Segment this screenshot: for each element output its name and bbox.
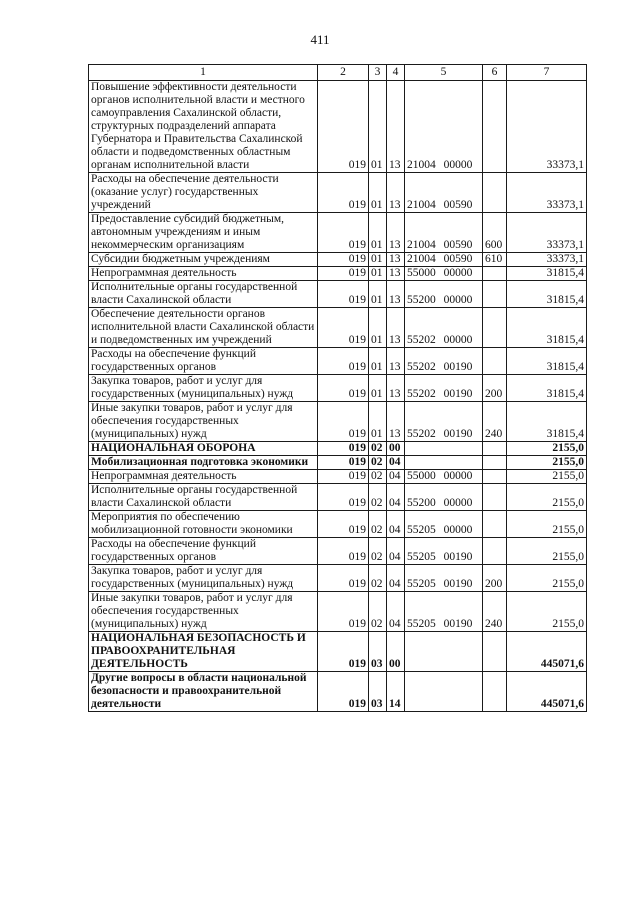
row-code-cell: 019 <box>318 456 369 470</box>
row-name-cell: Обеспечение деятельности органов исполнительной власти Сахалинской области и подведомственных им учреждений <box>89 308 318 348</box>
table-row <box>89 511 587 538</box>
row-code-cell: 019 <box>318 484 369 511</box>
row-expense-type-cell <box>483 442 507 456</box>
row-section-cell: 02 <box>369 511 387 538</box>
row-amount-cell: 2155,0 <box>507 592 587 632</box>
row-target-article-cell <box>405 632 483 672</box>
row-name-cell: Мобилизационная подготовка экономики <box>89 456 318 470</box>
row-subsection-cell: 13 <box>387 253 405 267</box>
row-subsection-cell: 04 <box>387 511 405 538</box>
row-target-article-cell: 55202 00190 <box>405 375 483 402</box>
row-section-cell: 02 <box>369 538 387 565</box>
row-code-cell: 019 <box>318 511 369 538</box>
row-name-cell: Расходы на обеспечение функций государственных органов <box>89 538 318 565</box>
row-code-cell: 019 <box>318 672 369 712</box>
row-subsection-cell: 04 <box>387 484 405 511</box>
table-row <box>89 267 587 281</box>
row-target-article-cell: 55200 00000 <box>405 281 483 308</box>
row-amount-cell: 31815,4 <box>507 402 587 442</box>
row-subsection-cell: 04 <box>387 538 405 565</box>
row-amount-cell: 2155,0 <box>507 484 587 511</box>
table-row <box>89 470 587 484</box>
page-number: 411 <box>310 32 330 47</box>
row-amount-cell: 31815,4 <box>507 308 587 348</box>
row-expense-type-cell <box>483 538 507 565</box>
table-row <box>89 375 587 402</box>
row-expense-type-cell: 240 <box>483 402 507 442</box>
row-subsection-cell: 14 <box>387 672 405 712</box>
row-subsection-cell: 13 <box>387 81 405 173</box>
table-row <box>89 173 587 213</box>
row-name-cell: Иные закупки товаров, работ и услуг для обеспечения государственных (муниципальных) нужд <box>89 402 318 442</box>
row-code-cell: 019 <box>318 538 369 565</box>
row-amount-cell: 2155,0 <box>507 511 587 538</box>
row-section-cell: 02 <box>369 565 387 592</box>
row-code-cell: 019 <box>318 592 369 632</box>
row-amount-cell: 31815,4 <box>507 348 587 375</box>
row-expense-type-cell <box>483 281 507 308</box>
row-code-cell: 019 <box>318 348 369 375</box>
row-section-cell: 01 <box>369 281 387 308</box>
row-code-cell: 019 <box>318 470 369 484</box>
row-section-cell: 01 <box>369 402 387 442</box>
budget-table <box>88 64 587 712</box>
row-expense-type-cell <box>483 348 507 375</box>
row-subsection-cell: 13 <box>387 308 405 348</box>
row-target-article-cell <box>405 442 483 456</box>
row-target-article-cell: 21004 00590 <box>405 173 483 213</box>
row-expense-type-cell: 200 <box>483 565 507 592</box>
row-expense-type-cell <box>483 470 507 484</box>
row-target-article-cell: 21004 00590 <box>405 213 483 253</box>
row-subsection-cell: 13 <box>387 348 405 375</box>
row-amount-cell: 2155,0 <box>507 565 587 592</box>
row-amount-cell: 2155,0 <box>507 456 587 470</box>
row-expense-type-cell <box>483 632 507 672</box>
row-target-article-cell: 55000 00000 <box>405 267 483 281</box>
row-target-article-cell: 55202 00190 <box>405 402 483 442</box>
row-target-article-cell: 55202 00000 <box>405 308 483 348</box>
row-code-cell: 019 <box>318 565 369 592</box>
header-cell-3: 3 <box>369 65 387 81</box>
row-name-cell: Повышение эффективности деятельности органов исполнительной власти и местного самоуправления Сахалинской области, структурных подразделений аппарата Губернатора и Правительства Сахалинской области и подведомственных областным органам исполнительной власти <box>89 81 318 173</box>
row-section-cell: 03 <box>369 632 387 672</box>
row-code-cell: 019 <box>318 253 369 267</box>
row-name-cell: Непрограммная деятельность <box>89 267 318 281</box>
row-section-cell: 01 <box>369 213 387 253</box>
row-expense-type-cell <box>483 484 507 511</box>
row-code-cell: 019 <box>318 632 369 672</box>
row-target-article-cell: 55202 00190 <box>405 348 483 375</box>
row-target-article-cell: 55205 00190 <box>405 538 483 565</box>
row-name-cell: Расходы на обеспечение функций государственных органов <box>89 348 318 375</box>
row-subsection-cell: 13 <box>387 375 405 402</box>
row-expense-type-cell <box>483 511 507 538</box>
row-code-cell: 019 <box>318 308 369 348</box>
table-row <box>89 484 587 511</box>
row-target-article-cell: 55200 00000 <box>405 484 483 511</box>
table-row <box>89 442 587 456</box>
row-name-cell: Закупка товаров, работ и услуг для государственных (муниципальных) нужд <box>89 565 318 592</box>
table-row <box>89 253 587 267</box>
row-section-cell: 02 <box>369 442 387 456</box>
row-subsection-cell: 13 <box>387 402 405 442</box>
row-expense-type-cell: 600 <box>483 213 507 253</box>
header-row <box>89 65 587 81</box>
table-row <box>89 213 587 253</box>
row-name-cell: Другие вопросы в области национальной безопасности и правоохранительной деятельности <box>89 672 318 712</box>
row-section-cell: 03 <box>369 672 387 712</box>
row-amount-cell: 445071,6 <box>507 632 587 672</box>
row-amount-cell: 31815,4 <box>507 375 587 402</box>
row-target-article-cell: 21004 00000 <box>405 81 483 173</box>
row-subsection-cell: 00 <box>387 632 405 672</box>
row-section-cell: 02 <box>369 456 387 470</box>
row-name-cell: Непрограммная деятельность <box>89 470 318 484</box>
row-section-cell: 01 <box>369 375 387 402</box>
row-amount-cell: 2155,0 <box>507 442 587 456</box>
row-code-cell: 019 <box>318 375 369 402</box>
row-subsection-cell: 04 <box>387 565 405 592</box>
table-row <box>89 592 587 632</box>
row-amount-cell: 33373,1 <box>507 81 587 173</box>
budget-table-body <box>89 65 587 712</box>
row-code-cell: 019 <box>318 81 369 173</box>
row-amount-cell: 2155,0 <box>507 470 587 484</box>
row-expense-type-cell <box>483 267 507 281</box>
row-subsection-cell: 04 <box>387 592 405 632</box>
row-expense-type-cell: 610 <box>483 253 507 267</box>
table-row <box>89 348 587 375</box>
row-code-cell: 019 <box>318 281 369 308</box>
header-cell-5: 5 <box>405 65 483 81</box>
header-cell-2: 2 <box>318 65 369 81</box>
row-expense-type-cell: 200 <box>483 375 507 402</box>
table-row <box>89 281 587 308</box>
table-row <box>89 565 587 592</box>
row-section-cell: 01 <box>369 267 387 281</box>
row-amount-cell: 445071,6 <box>507 672 587 712</box>
row-amount-cell: 31815,4 <box>507 267 587 281</box>
row-section-cell: 02 <box>369 484 387 511</box>
row-target-article-cell: 21004 00590 <box>405 253 483 267</box>
row-target-article-cell: 55205 00190 <box>405 565 483 592</box>
row-section-cell: 02 <box>369 592 387 632</box>
row-amount-cell: 31815,4 <box>507 281 587 308</box>
row-amount-cell: 33373,1 <box>507 253 587 267</box>
row-name-cell: Предоставление субсидий бюджетным, автономным учреждениям и иным некоммерческим организациям <box>89 213 318 253</box>
header-cell-7: 7 <box>507 65 587 81</box>
row-name-cell: НАЦИОНАЛЬНАЯ БЕЗОПАСНОСТЬ И ПРАВООХРАНИТЕЛЬНАЯ ДЕЯТЕЛЬНОСТЬ <box>89 632 318 672</box>
row-section-cell: 01 <box>369 253 387 267</box>
row-expense-type-cell <box>483 308 507 348</box>
row-code-cell: 019 <box>318 402 369 442</box>
row-code-cell: 019 <box>318 267 369 281</box>
row-expense-type-cell <box>483 456 507 470</box>
table-row <box>89 538 587 565</box>
row-target-article-cell: 55205 00000 <box>405 511 483 538</box>
row-name-cell: НАЦИОНАЛЬНАЯ ОБОРОНА <box>89 442 318 456</box>
row-amount-cell: 33373,1 <box>507 173 587 213</box>
row-code-cell: 019 <box>318 213 369 253</box>
header-cell-1: 1 <box>89 65 318 81</box>
row-section-cell: 01 <box>369 348 387 375</box>
row-name-cell: Закупка товаров, работ и услуг для государственных (муниципальных) нужд <box>89 375 318 402</box>
row-target-article-cell: 55000 00000 <box>405 470 483 484</box>
table-row <box>89 672 587 712</box>
row-section-cell: 02 <box>369 470 387 484</box>
row-subsection-cell: 13 <box>387 173 405 213</box>
row-name-cell: Исполнительные органы государственной власти Сахалинской области <box>89 281 318 308</box>
row-expense-type-cell: 240 <box>483 592 507 632</box>
row-expense-type-cell <box>483 173 507 213</box>
header-cell-6: 6 <box>483 65 507 81</box>
row-name-cell: Субсидии бюджетным учреждениям <box>89 253 318 267</box>
row-subsection-cell: 04 <box>387 456 405 470</box>
row-target-article-cell <box>405 672 483 712</box>
row-name-cell: Исполнительные органы государственной власти Сахалинской области <box>89 484 318 511</box>
table-row <box>89 308 587 348</box>
row-subsection-cell: 13 <box>387 213 405 253</box>
row-amount-cell: 2155,0 <box>507 538 587 565</box>
table-row <box>89 81 587 173</box>
row-target-article-cell: 55205 00190 <box>405 592 483 632</box>
row-name-cell: Мероприятия по обеспечению мобилизационной готовности экономики <box>89 511 318 538</box>
row-section-cell: 01 <box>369 308 387 348</box>
row-subsection-cell: 13 <box>387 281 405 308</box>
table-row <box>89 402 587 442</box>
row-section-cell: 01 <box>369 173 387 213</box>
header-cell-4: 4 <box>387 65 405 81</box>
row-target-article-cell <box>405 456 483 470</box>
row-name-cell: Иные закупки товаров, работ и услуг для обеспечения государственных (муниципальных) нужд <box>89 592 318 632</box>
table-row <box>89 632 587 672</box>
row-expense-type-cell <box>483 672 507 712</box>
row-code-cell: 019 <box>318 442 369 456</box>
table-row <box>89 456 587 470</box>
row-subsection-cell: 00 <box>387 442 405 456</box>
row-subsection-cell: 13 <box>387 267 405 281</box>
row-name-cell: Расходы на обеспечение деятельности (оказание услуг) государственных учреждений <box>89 173 318 213</box>
row-section-cell: 01 <box>369 81 387 173</box>
row-code-cell: 019 <box>318 173 369 213</box>
row-expense-type-cell <box>483 81 507 173</box>
row-amount-cell: 33373,1 <box>507 213 587 253</box>
row-subsection-cell: 04 <box>387 470 405 484</box>
